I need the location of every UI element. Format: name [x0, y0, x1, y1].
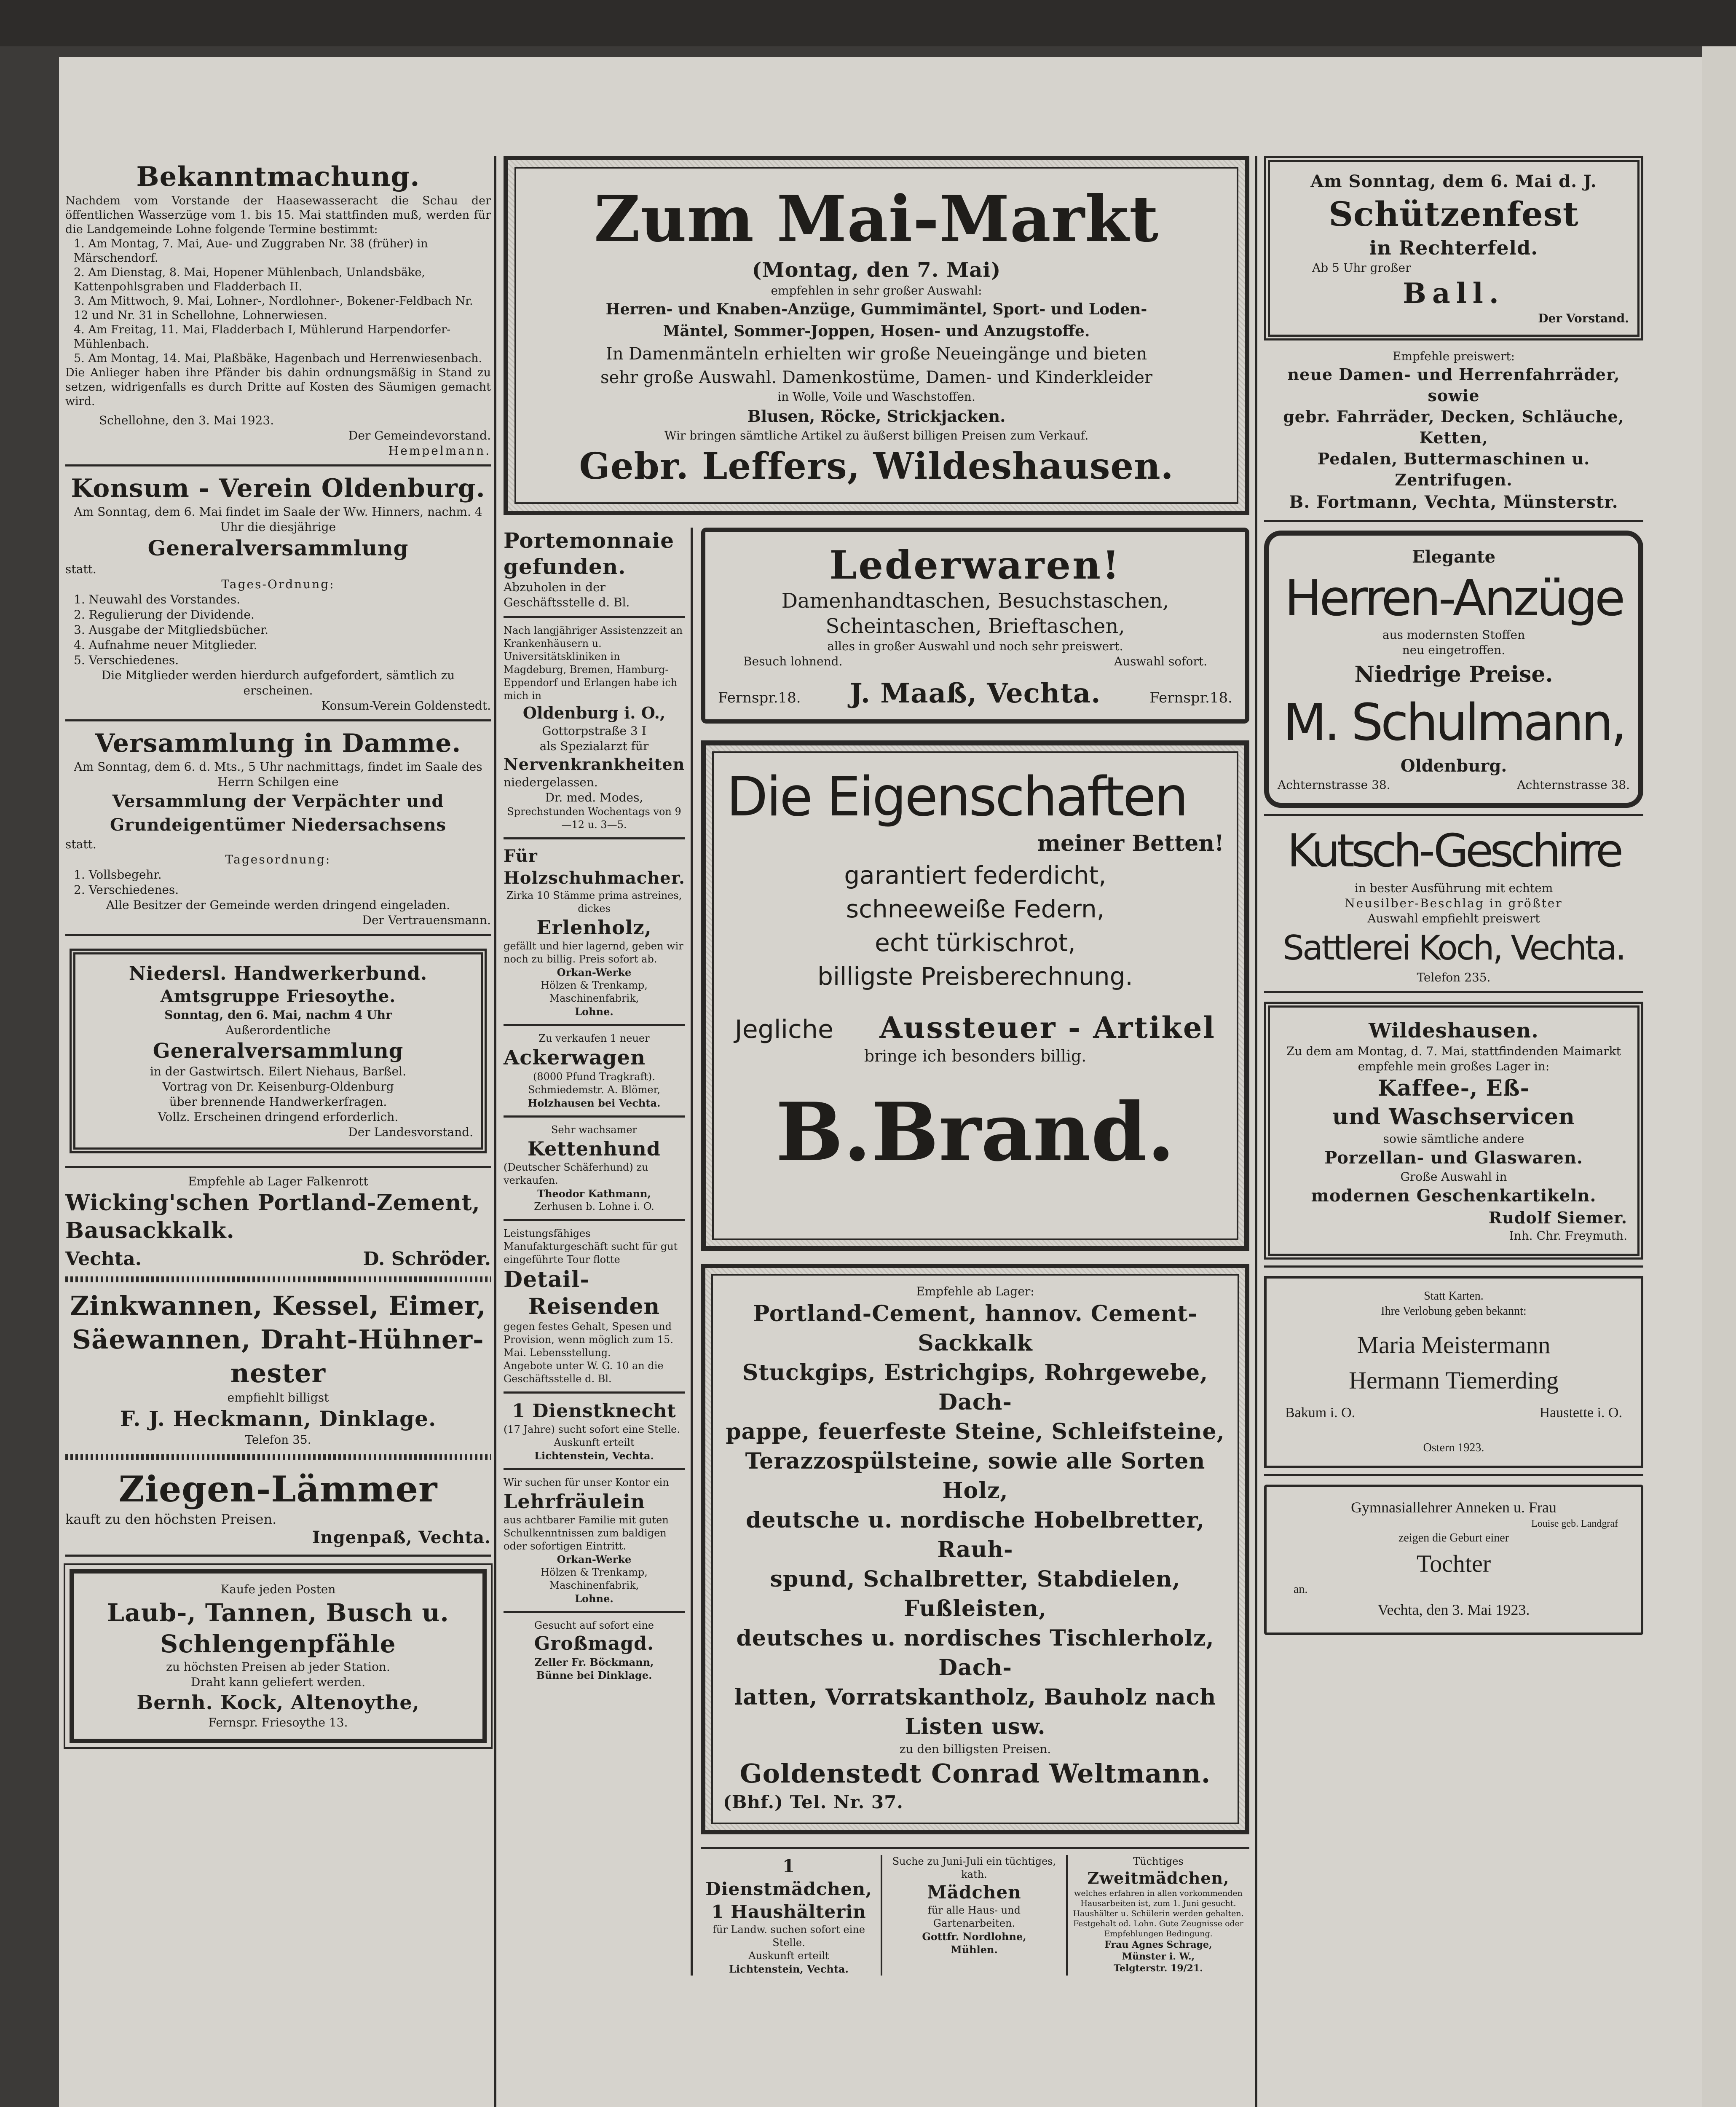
ad-headline: Für Holzschuhmacher.: [504, 846, 685, 888]
ad-signature: Der Gemeindevorstand.: [348, 429, 491, 442]
ad-text: Ihre Verlobung geben bekannt:: [1381, 1305, 1527, 1318]
ad-signature: Bernh. Kock, Altenoythe,: [137, 1691, 420, 1714]
ad-dienstknecht: [504, 1399, 685, 1462]
ad-text: zeigen die Geburt einer: [1398, 1531, 1509, 1544]
ad-text: Gottorpstraße 3 I: [542, 724, 646, 738]
ad-text: Nach langjähriger Assistenzzeit an Krankenhäusern u. Universitätskliniken in Magdeburg, Bremen, Hamburg-Eppendorf und Erlangen habe ich mich in: [504, 625, 683, 702]
ad-text: als Spezialarzt für: [539, 739, 649, 753]
ad-geburtsanzeige: [1264, 1485, 1643, 1635]
ad-text: pappe, feuerfeste Steine, Schleifsteine,: [726, 1419, 1225, 1445]
ad-handwerkerbund: [70, 949, 487, 1153]
ad-place: Vechta.: [65, 1248, 142, 1270]
rule: [504, 616, 685, 618]
ad-headline: nester: [230, 1358, 326, 1389]
ad-note: Alle Besitzer der Gemeinde werden dringend eingeladen.: [106, 898, 450, 912]
ad-text: Am Sonntag, dem 6. d. Mts., 5 Uhr nachmittags, findet im Saale des Herrn Schilgen eine: [74, 760, 482, 789]
ad-text: Abzuholen in der Geschäftsstelle d. Bl.: [504, 580, 630, 609]
ad-headline: Lehrfräulein: [504, 1490, 646, 1513]
ad-text: über brennende Handwerkerfragen.: [169, 1095, 387, 1109]
ad-text: an.: [1294, 1583, 1308, 1596]
ad-headline: 1 Dienstknecht: [512, 1400, 676, 1422]
ad-headline: Zinkwannen, Kessel, Eimer,: [70, 1290, 486, 1321]
ad-rudolf-siemer: [1264, 1002, 1643, 1260]
ad-text: Tüchtiges: [1133, 1855, 1184, 1867]
ad-headline: Die Eigenschaften: [726, 766, 1187, 828]
ad-text: gefällt und hier lagernd, geben wir noch zu billig. Preis sofort ab.: [504, 940, 683, 965]
ad-signature: Rudolf Siemer.: [1488, 1208, 1627, 1227]
ad-conrad-weltmann: [701, 1264, 1249, 1834]
ad-versammlung-damme: [65, 727, 491, 928]
ad-text: neue Damen- und Herrenfahrräder, sowie: [1287, 365, 1620, 405]
ad-schulmann: [1264, 531, 1643, 808]
ad-text: Gesucht auf sofort eine: [534, 1619, 654, 1631]
ad-item: 5. Am Montag, 14. Mai, Plaßbäke, Hagenbach und Herrenwiesenbach.: [74, 352, 482, 365]
ad-text: neu eingetroffen.: [1402, 643, 1506, 657]
ad-text: echt türkischrot,: [875, 928, 1076, 957]
ad-headline: Kutsch-Geschirre: [1287, 825, 1621, 877]
rule: [504, 1391, 685, 1394]
ad-portemonnaie: [504, 528, 685, 610]
ad-headline: Ziegen-Lämmer: [118, 1468, 438, 1510]
scan-background-top: [0, 0, 1736, 46]
ad-signature: Gebr. Leffers, Wildeshausen.: [579, 445, 1174, 488]
ad-date: (Montag, den 7. Mai): [752, 258, 1001, 282]
ad-headline: Grundeigentümer Niedersachsens: [110, 815, 446, 835]
ad-headline: Tochter: [1416, 1550, 1491, 1577]
ad-signature: Hölzen & Trenkamp,: [541, 1566, 648, 1578]
ad-text: Wir suchen für unser Kontor ein: [504, 1477, 669, 1488]
rule: [504, 837, 685, 839]
ad-text: in der Gastwirtsch. Eilert Niehaus, Barßel.: [150, 1064, 406, 1078]
ad-place: Bakum i. O.: [1285, 1405, 1356, 1421]
ad-text: Am Sonntag, dem 6. Mai findet im Saale der Ww. Hinners, nachm. 4 Uhr die diesjährige: [74, 505, 482, 534]
ad-detail-reisenden: [504, 1227, 685, 1386]
column-rule-2: [1255, 156, 1257, 2107]
ad-text: alles in großer Auswahl und noch sehr preiswert.: [827, 639, 1123, 653]
ad-text: In Damenmänteln erhielten wir große Neueingänge und bieten: [605, 344, 1147, 364]
ornamental-rule: [65, 1276, 491, 1282]
ad-text: Pedalen, Buttermaschinen u. Zentrifugen.: [1317, 449, 1590, 489]
subcolumn-narrow: [504, 528, 693, 1976]
ad-maedchen: [882, 1855, 1068, 1976]
ad-name: Hermann Tiemerding: [1349, 1367, 1559, 1394]
ad-text: Schmiedemstr. A. Blömer,: [528, 1084, 661, 1096]
ad-signature: Goldenstedt Conrad Weltmann.: [739, 1758, 1211, 1789]
ad-headline: Säewannen, Draht-Hühner-: [72, 1324, 484, 1355]
ad-item: 2. Am Dienstag, 8. Mai, Hopener Mühlenbach, Unlandsbäke, Kattenpohlsgraben und Fladderbach II.: [74, 266, 425, 293]
ad-date: Ostern 1923.: [1423, 1441, 1484, 1454]
ad-signature: Frau Agnes Schrage,: [1104, 1939, 1212, 1950]
ad-bernh-kock: [70, 1569, 487, 1743]
ad-signature: Der Landesvorstand.: [348, 1125, 473, 1139]
ad-headline: Reisenden: [528, 1294, 660, 1319]
ad-signature: Gottfr. Nordlohne,: [922, 1930, 1026, 1943]
ad-headline: Portemonnaie gefunden.: [504, 528, 675, 579]
ad-text: (Deutscher Schäferhund) zu verkaufen.: [504, 1161, 648, 1186]
ad-headline: und Waschservicen: [1332, 1104, 1575, 1130]
ad-text: Sprechstunden Wochentags von 9—12 u. 3—5.: [507, 806, 681, 831]
ad-headline: Mädchen: [927, 1882, 1021, 1903]
ad-name: Dr. med. Modes,: [545, 791, 643, 804]
ad-agenda-item: 1. Vollsbegehr.: [74, 868, 162, 882]
ad-headline: Bausackkalk.: [65, 1218, 235, 1244]
ad-text: spund, Schalbretter, Stabdielen, Fußleisten,: [770, 1566, 1181, 1622]
ad-text: Mäntel, Sommer-Joppen, Hosen- und Anzugstoffe.: [663, 322, 1090, 340]
ad-city: Oldenburg.: [1400, 756, 1507, 776]
rule: [504, 1024, 685, 1026]
ad-text: billigste Preisberechnung.: [817, 962, 1133, 991]
ad-headline: Lederwaren!: [829, 542, 1121, 588]
ad-headline: 1 Haushälterin: [711, 1901, 866, 1922]
ad-text: in Rechterfeld.: [1369, 236, 1538, 259]
ad-kettenhund: [504, 1123, 685, 1213]
ad-signature: Zerhusen b. Lohne i. O.: [534, 1201, 654, 1212]
ad-signature: Hölzen & Trenkamp,: [541, 979, 648, 991]
ad-text: Porzellan- und Glaswaren.: [1324, 1148, 1583, 1168]
ad-agenda-item: 2. Verschiedenes.: [74, 883, 179, 897]
ad-signature: Mühlen.: [951, 1943, 998, 1956]
ad-ziegen-laemmer: [65, 1467, 491, 1549]
ad-headline: Kaffee-, Eß-: [1377, 1075, 1530, 1101]
ad-text: Empfehle ab Lager Falkenrott: [188, 1174, 368, 1188]
ad-address: Achternstrasse 38.: [1278, 778, 1390, 792]
ad-b-brand: [701, 740, 1249, 1251]
ad-text: Herren- und Knaben-Anzüge, Gummimäntel, Sport- und Loden-: [605, 300, 1147, 318]
rule: [65, 1166, 491, 1168]
rule: [504, 1468, 685, 1470]
ad-signature: Orkan-Werke: [557, 1553, 632, 1566]
subcolumn-wide: [693, 528, 1249, 1976]
ad-text: zu höchsten Preisen ab jeder Station.: [166, 1660, 390, 1674]
ad-headline: Ball.: [1403, 277, 1505, 310]
ad-text: latten, Vorratskantholz, Bauholz nach: [734, 1684, 1216, 1710]
ad-text: Statt Karten.: [1424, 1289, 1484, 1303]
ad-outro: Die Anlieger haben ihre Pfänder bis dahin ordnungsmäßig in Stand zu setzen, widrigenfalls es durch Dritte auf Kosten des Säumigen gemacht wird.: [65, 366, 491, 408]
ad-text: in bester Ausführung mit echtem: [1354, 881, 1553, 895]
ad-text: niedergelassen.: [504, 775, 598, 789]
ad-address: Achternstrasse 38.: [1517, 778, 1630, 792]
ad-headline: Wicking'schen Portland-Zement,: [65, 1190, 480, 1216]
ad-text: kauft zu den höchsten Preisen.: [65, 1511, 277, 1527]
ad-signature: Orkan-Werke: [557, 966, 632, 978]
ornamental-rule: [65, 1454, 491, 1460]
ad-text: Zirka 10 Stämme prima astreines, dickes: [506, 890, 682, 914]
ad-text: in Wolle, Voile und Waschstoffen.: [777, 390, 975, 404]
ad-text: Wir bringen sämtliche Artikel zu äußerst billigen Preisen zum Verkauf.: [664, 429, 1089, 442]
ad-phone: (Bhf.) Tel. Nr. 37.: [723, 1792, 903, 1812]
ad-headline: Zum Mai-Markt: [594, 182, 1159, 256]
ad-text: Zu verkaufen 1 neuer: [538, 1032, 650, 1044]
ad-text: (17 Jahre) sucht sofort eine Stelle.: [504, 1423, 680, 1435]
ad-holzschuhmacher: [504, 845, 685, 1018]
ad-zweitmaedchen: [1068, 1855, 1245, 1976]
ad-text: statt.: [65, 837, 96, 851]
ad-agenda-title: Tagesordnung:: [225, 852, 331, 866]
ad-text: welches erfahren in allen vorkommenden Hausarbeiten ist, zum 1. Juni gesucht. Haushälter u. Schülerin werden gehalten. Festgehalt od. Lohn. Gute Zeugnisse oder Empfehlungen Bedingung.: [1073, 1889, 1244, 1938]
ad-text: Gymnasiallehrer Anneken u. Frau: [1351, 1499, 1557, 1516]
ad-signature: J. Maaß, Vechta.: [849, 678, 1101, 709]
ad-text: Lichtenstein, Vechta.: [729, 1963, 849, 1975]
ad-headline: Versammlung der Verpächter und: [112, 791, 444, 811]
ad-signature: Theodor Kathmann,: [537, 1188, 651, 1200]
ad-text: Sehr wachsamer: [551, 1124, 637, 1136]
ad-text: Vortrag von Dr. Keisenburg-Oldenburg: [162, 1080, 394, 1094]
rule: [504, 1611, 685, 1613]
ad-headline: Aussteuer - Artikel: [879, 1010, 1216, 1045]
ad-headline: Generalversammlung: [153, 1039, 404, 1063]
ad-text: Empfehle ab Lager:: [916, 1284, 1034, 1298]
ad-text: Louise geb. Landgraf: [1531, 1518, 1618, 1529]
ad-signature: Der Vorstand.: [1538, 311, 1629, 325]
ad-signature: Maschinenfabrik,: [549, 992, 639, 1004]
ad-headline: Detail-: [504, 1267, 589, 1292]
ad-text: empfiehlt billigst: [227, 1391, 329, 1405]
ad-signature: Der Vertrauensmann.: [362, 913, 491, 927]
ad-city: Oldenburg i. O.,: [522, 703, 666, 722]
ad-signature: Zeller Fr. Böckmann,: [534, 1656, 654, 1668]
ad-text: Leistungsfähiges Manufakturgeschäft sucht für gut eingeführte Tour flotte: [504, 1228, 678, 1265]
ad-signature: Lohne.: [575, 1592, 613, 1605]
ad-schuetzenfest: [1264, 156, 1643, 340]
ad-signature: B.Brand.: [775, 1085, 1175, 1179]
ad-ackerwagen: [504, 1032, 685, 1110]
ad-text: Kaufe jeden Posten: [220, 1582, 336, 1596]
ad-grossmagd: [504, 1619, 685, 1682]
ad-headline: Großmagd.: [534, 1633, 654, 1654]
ad-text: Auswahl empfiehlt preiswert: [1367, 911, 1540, 925]
ad-text: Portland-Cement, hannov. Cement-Sackkalk: [753, 1301, 1198, 1356]
ad-text: Große Auswahl in: [1400, 1170, 1507, 1184]
ad-place-date: Schellohne, den 3. Mai 1923.: [99, 413, 274, 427]
ad-signature: Maschinenfabrik,: [549, 1579, 639, 1591]
ad-signature: B. Fortmann, Vechta, Münsterstr.: [1289, 492, 1618, 512]
ad-item: 4. Am Freitag, 11. Mai, Fladderbach I, Mühlerund Harpendorfer-Mühlenbach.: [74, 323, 451, 351]
ad-signature: Hempelmann.: [388, 444, 491, 458]
ad-spezialarzt: [504, 624, 685, 831]
column-middle: [504, 97, 1249, 1976]
ad-text: aus modernsten Stoffen: [1382, 628, 1525, 642]
ad-place: Haustette i. O.: [1539, 1405, 1622, 1421]
ad-text: deutsche u. nordische Hobelbretter, Rauh-: [746, 1507, 1205, 1563]
ad-bekanntmachung: [65, 97, 491, 458]
rule: [504, 1219, 685, 1221]
ad-headline: Schützenfest: [1329, 194, 1579, 234]
ad-verlobung: [1264, 1276, 1643, 1468]
ad-headline: Generalversammlung: [147, 536, 409, 560]
ad-text: schneeweiße Federn,: [846, 895, 1105, 923]
ad-text: Draht kann geliefert werden.: [190, 1675, 366, 1689]
ad-headline: Herren-Anzüge: [1284, 569, 1623, 627]
ad-agenda-title: Tages-Ordnung:: [221, 577, 335, 591]
ad-text: Scheintaschen, Brieftaschen,: [825, 614, 1125, 638]
ad-title: Versammlung in Damme.: [95, 729, 461, 758]
rule: [1264, 1474, 1643, 1476]
ad-text: Listen usw.: [905, 1714, 1046, 1740]
ad-text: sehr große Auswahl. Damenkostüme, Damen- und Kinderkleider: [600, 368, 1153, 387]
ad-text: Stuckgips, Estrichgips, Rohrgewebe, Dach-: [742, 1360, 1208, 1415]
ad-zinkwannen: [65, 1289, 491, 1448]
ad-text: Damenhandtaschen, Besuchstaschen,: [781, 589, 1169, 613]
ad-text: Angebote unter W. G. 10 an die Geschäftsstelle d. Bl.: [504, 1360, 664, 1385]
ad-subtitle: meiner Betten!: [1037, 831, 1224, 856]
ad-text: Zu dem am Montag, d. 7. Mai, stattfindenden Maimarkt empfehle mein großes Lager in:: [1286, 1044, 1621, 1073]
ad-agenda-item: 4. Aufnahme neuer Mitglieder.: [74, 638, 257, 652]
ad-dienstmaedchen: [701, 1855, 882, 1976]
ad-konsum-verein: [65, 472, 491, 713]
ad-text: Terazzospülsteine, sowie alle Sorten Holz,: [745, 1448, 1206, 1504]
ad-signature: M. Schulmann,: [1283, 694, 1625, 752]
ad-phone: Telefon 35.: [245, 1433, 311, 1447]
ad-text: statt.: [65, 562, 96, 576]
ad-text: sowie sämtliche andere: [1383, 1132, 1524, 1146]
ad-headline: Laub-, Tannen, Busch u.: [107, 1598, 449, 1627]
ad-text: aus achtbarer Familie mit guten Schulkenntnissen zum baldigen oder sofortigen Eintritt.: [504, 1514, 669, 1552]
ad-title: Niedersl. Handwerkerbund.: [129, 963, 428, 984]
ad-note: Die Mitglieder werden hierdurch aufgefordert, sämtlich zu erscheinen.: [101, 668, 455, 697]
ad-text: modernen Geschenkartikeln.: [1311, 1186, 1597, 1206]
rule: [65, 719, 491, 721]
rule: [65, 934, 491, 936]
ad-headline: Kettenhund: [528, 1137, 661, 1160]
ad-text: (8000 Pfund Tragkraft).: [533, 1071, 655, 1083]
ad-text: deutsches u. nordisches Tischlerholz, Dach-: [736, 1625, 1214, 1681]
ad-signature: Telgterstr. 19/21.: [1114, 1963, 1203, 1974]
ad-headline: 1 Dienstmädchen,: [705, 1856, 872, 1899]
ad-text: Niedrige Preise.: [1354, 662, 1553, 687]
ad-text: Besuch lohnend.: [743, 654, 843, 668]
ad-text: Jegliche: [735, 1015, 833, 1044]
ad-headline: Nervenkrankheiten: [504, 755, 685, 774]
ad-signature: F. J. Heckmann, Dinklage.: [120, 1406, 437, 1431]
rule: [504, 1115, 685, 1118]
ad-mai-markt: [504, 156, 1249, 515]
ad-title: Bekanntmachung.: [136, 161, 420, 193]
ad-agenda-item: 3. Ausgabe der Mitgliedsbücher.: [74, 623, 269, 637]
ad-text: garantiert federdicht,: [844, 861, 1106, 890]
ad-phone: Telefon 235.: [1417, 970, 1491, 984]
ad-agenda-item: 5. Verschiedenes.: [74, 653, 179, 667]
ad-text: für alle Haus- und Gartenarbeiten.: [928, 1904, 1021, 1929]
ad-text: empfehlen in sehr großer Auswahl:: [771, 284, 982, 298]
ad-text: gegen festes Gehalt, Spesen und Provision, wenn möglich zum 15. Mai. Lebensstellung.: [504, 1321, 673, 1359]
ad-signature: Sattlerei Koch, Vechta.: [1283, 928, 1625, 968]
ad-phone: Fernspr. Friesoythe 13.: [208, 1716, 348, 1729]
column-left: [65, 97, 491, 1756]
ad-signature: Lohne.: [575, 1005, 613, 1018]
ad-phone: Fernspr.18.: [1149, 689, 1232, 706]
ad-text: Am Sonntag, dem 6. Mai d. J.: [1310, 172, 1597, 191]
column-right: [1264, 97, 1643, 1635]
rule: [1264, 814, 1643, 816]
ad-text: gebr. Fahrräder, Decken, Schläuche, Ketten,: [1283, 407, 1624, 447]
ad-text: Holzhausen bei Vechta.: [528, 1097, 661, 1109]
ad-signature: D. Schröder.: [363, 1248, 491, 1270]
ad-text: Ab 5 Uhr großer: [1312, 261, 1411, 275]
ad-name: Maria Meistermann: [1357, 1331, 1551, 1359]
ad-text: bringe ich besonders billig.: [864, 1047, 1087, 1065]
ad-text: für Landw. suchen sofort eine Stelle.: [713, 1924, 865, 1949]
ad-fortmann: [1264, 349, 1643, 514]
ad-lederwaren: [701, 528, 1249, 724]
rule: [1264, 1265, 1643, 1268]
ad-signature: Münster i. W.,: [1122, 1951, 1195, 1962]
ad-text: Empfehle preiswert:: [1392, 349, 1515, 363]
ad-text: Elegante: [1412, 547, 1496, 567]
ad-text: Blusen, Röcke, Strickjacken.: [747, 407, 1006, 426]
ad-title: Konsum - Verein Oldenburg.: [71, 474, 485, 503]
ad-text: Suche zu Juni-Juli ein tüchtiges, kath.: [892, 1855, 1056, 1880]
ad-text: Lichtenstein, Vechta.: [534, 1450, 654, 1462]
ad-signature: Bünne bei Dinklage.: [536, 1669, 652, 1681]
ad-headline: Wildeshausen.: [1369, 1019, 1539, 1043]
ad-headline: Zweitmädchen,: [1087, 1868, 1230, 1887]
ad-agenda-item: 2. Regulierung der Dividende.: [74, 608, 255, 622]
ad-subtitle: Amtsgruppe Friesoythe.: [160, 986, 396, 1006]
ad-text: Vollz. Erscheinen dringend erforderlich.: [158, 1110, 399, 1124]
ad-agenda-item: 1. Neuwahl des Vorstandes.: [74, 592, 241, 606]
ad-headline: Ackerwagen: [504, 1046, 646, 1070]
ad-signature: Inh. Chr. Freymuth.: [1509, 1229, 1627, 1243]
ad-place-date: Vechta, den 3. Mai 1923.: [1377, 1601, 1530, 1618]
rule: [65, 464, 491, 466]
ad-signature: Ingenpaß, Vechta.: [312, 1528, 491, 1547]
column-rule-1: [494, 156, 496, 2107]
ad-signature: Konsum-Verein Goldenstedt.: [321, 699, 491, 713]
ad-item: 3. Am Mittwoch, 9. Mai, Lohner-, Nordlohner-, Bokener-Feldbach Nr. 12 und Nr. 31 in Schellohne, Lohnerwiesen.: [74, 295, 473, 322]
ad-text: Außerordentliche: [225, 1023, 331, 1037]
ad-intro: Nachdem vom Vorstande der Haasewasseracht die Schau der öffentlichen Wasserzüge vom 1. bis 15. Mai stattfinden muß, werden für die Landgemeinde Lohne folgende Termine bestimmt:: [65, 194, 491, 236]
ad-text: Auskunft erteilt: [554, 1437, 635, 1448]
ad-text: Sonntag, den 6. Mai, nachm 4 Uhr: [164, 1008, 392, 1022]
rule: [1264, 520, 1643, 522]
ad-text: Auswahl sofort.: [1114, 654, 1207, 668]
ad-portland-zement: [65, 1174, 491, 1270]
ad-text: zu den billigsten Preisen.: [899, 1742, 1051, 1756]
ad-headline: Erlenholz,: [536, 916, 652, 939]
adjacent-page-edge: [1702, 46, 1736, 2107]
rule: [65, 1555, 491, 1557]
ad-item: 1. Am Montag, 7. Mai, Aue- und Zuggraben Nr. 38 (früher) in Märschendorf.: [74, 237, 428, 265]
ad-text: Auskunft erteilt: [748, 1950, 829, 1962]
ad-headline: Schlengenpfähle: [160, 1630, 396, 1658]
ad-sattlerei-koch: [1264, 822, 1643, 985]
ad-text: Neusilber-Beschlag in größter: [1345, 896, 1563, 910]
ad-phone: Fernspr.18.: [718, 689, 801, 706]
ad-lehrfraeulein: [504, 1476, 685, 1605]
rule: [1264, 991, 1643, 993]
